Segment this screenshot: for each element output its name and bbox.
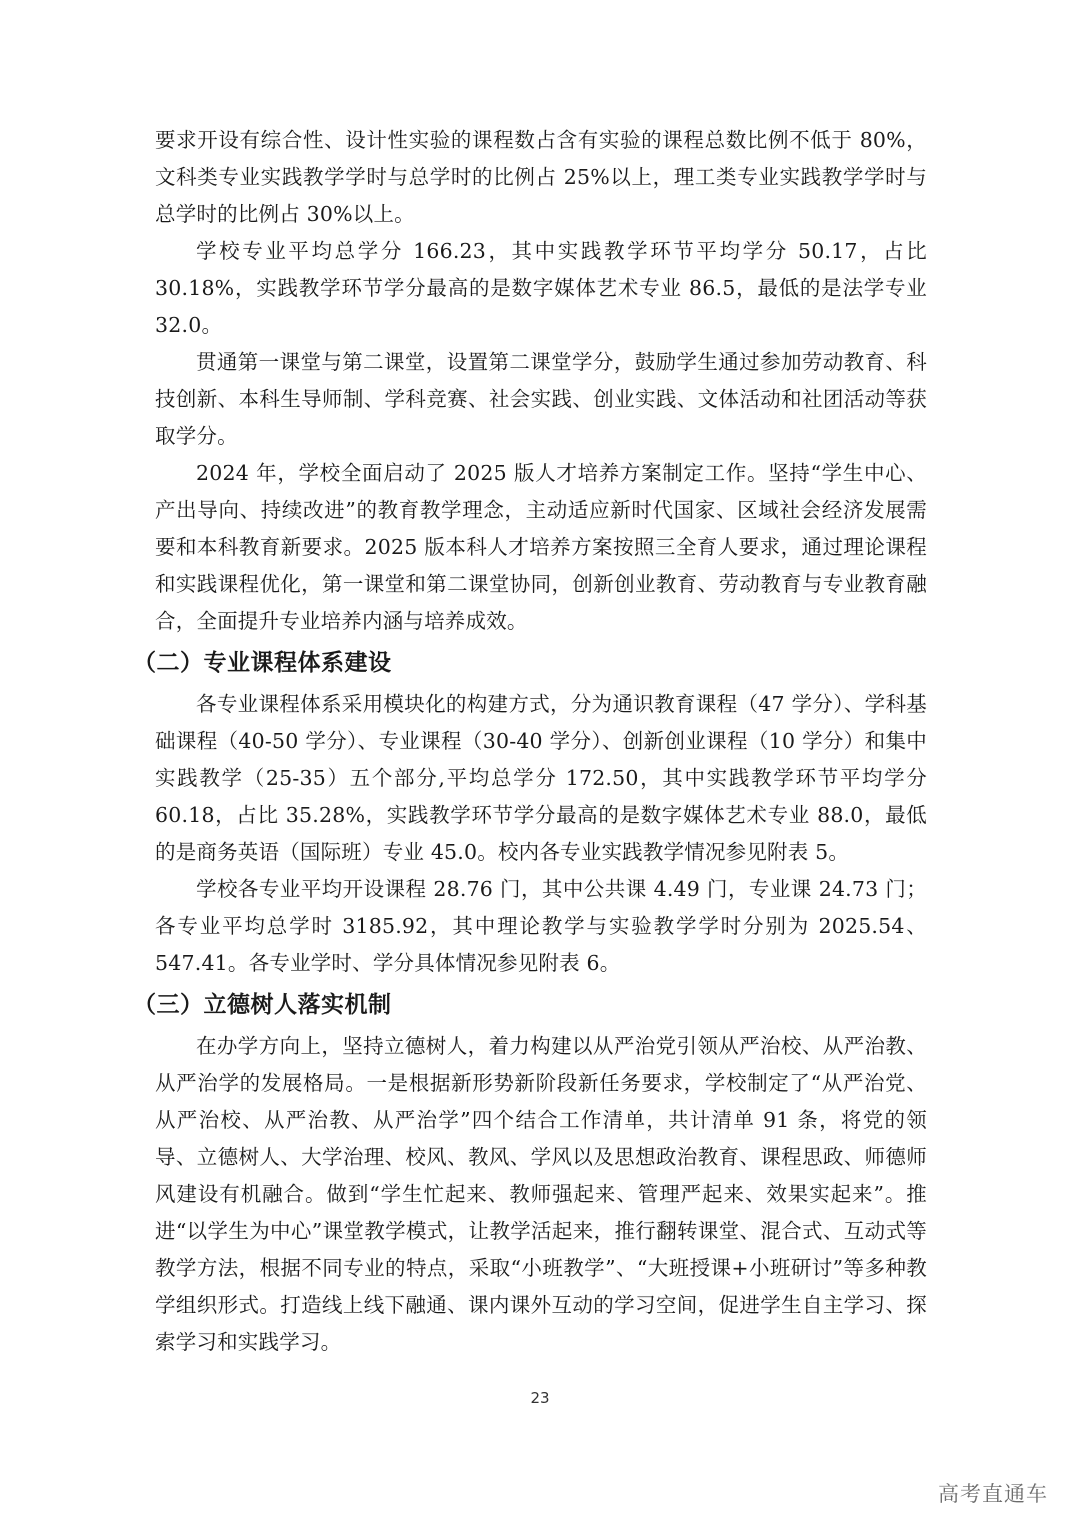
section-heading-curriculum-system: （二）专业课程体系建设 — [133, 650, 392, 676]
paragraph-moral-education-mechanism: 在办学方向上，坚持立德树人，着力构建以从严治党引领从严治校、从严治教、从严治学的发展格局。一是根据新形势新阶段新任务要求，学校制定了“从严治党、从严治校、从严治教、从严治学”四个结合工作清单，共计清单 91 条，将党的领导、立德树人、大学治理、校风、教风、学风以及思想政治教育、课程思政、师德师风建设有机融合。做到“学生忙起来、教师强起来、管理严起来、效果实起来”。推进“以学生为中心”课堂教学模式，让教学活起来，推行翻转课堂、混合式、互动式等教学方法，根据不同专业的特点，采取“小班教学”、“大班授课+小班研讨”等多种教学组织形式。打造线上线下融通、课内课外互动的学习空间，促进学生自主学习、探索学习和实践学习。 — [155, 1034, 927, 1354]
paragraph-2025-training-plan: 2024 年，学校全面启动了 2025 版人才培养方案制定工作。坚持“学生中心、产出导向、持续改进”的教育教学理念，主动适应新时代国家、区域社会经济发展需要和本科教育新要求。2025 版本科人才培养方案按照三全育人要求，通过理论课程和实践课程优化，第一课堂和第二课堂协同，创新创业教育、劳动教育与专业教育融合，全面提升专业培养内涵与培养成效。 — [155, 461, 927, 633]
paragraph-course-hours: 学校各专业平均开设课程 28.76 门，其中公共课 4.49 门，专业课 24.73 门；各专业平均总学时 3185.92，其中理论教学与实验教学学时分别为 2025.54、547.41。各专业学时、学分具体情况参见附表 6。 — [155, 877, 927, 975]
paragraph-average-credits: 学校专业平均总学分 166.23，其中实践教学环节平均学分 50.17，占比 30.18%，实践教学环节学分最高的是数字媒体艺术专业 86.5，最低的是法学专业 32.0。 — [155, 239, 927, 337]
paragraph-practice-ratio-requirement: 要求开设有综合性、设计性实验的课程数占含有实验的课程总数比例不低于 80%，文科类专业实践教学学时与总学时的比例占 25%以上，理工类专业实践教学学时与总学时的比例占 30%以上。 — [155, 128, 927, 226]
paragraph-second-classroom: 贯通第一课堂与第二课堂，设置第二课堂学分，鼓励学生通过参加劳动教育、科技创新、本科生导师制、学科竞赛、社会实践、创业实践、文体活动和社团活动等获取学分。 — [155, 350, 927, 448]
document-page — [133, 122, 927, 1361]
page-number: 23 — [530, 1389, 550, 1407]
section-heading-moral-education: （三）立德树人落实机制 — [133, 992, 392, 1018]
watermark-label: 高考直通车 — [938, 1482, 1048, 1506]
paragraph-curriculum-modules: 各专业课程体系采用模块化的构建方式，分为通识教育课程（47 学分）、学科基础课程（40-50 学分）、专业课程（30-40 学分）、创新创业课程（10 学分）和集中实践教学（25-35）五个部分,平均总学分 172.50，其中实践教学环节平均学分 60.18，占比 35.28%，实践教学环节学分最高的是数字媒体艺术专业 88.0，最低的是商务英语（国际班）专业 45.0。校内各专业实践教学情况参见附表 5。 — [155, 692, 927, 864]
